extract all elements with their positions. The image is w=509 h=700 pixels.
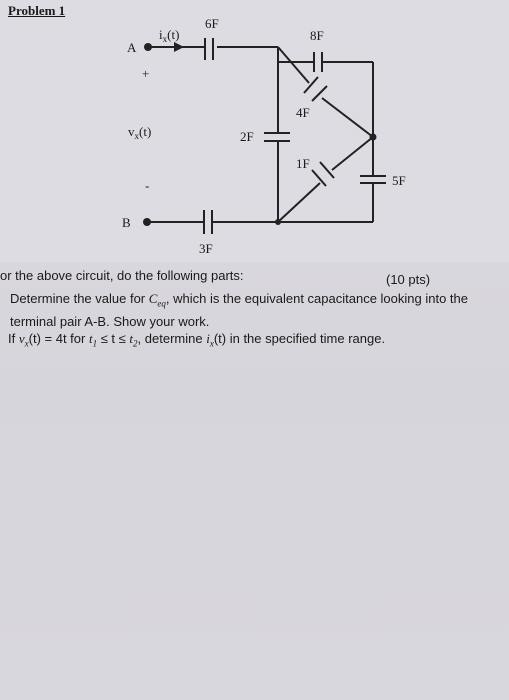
minus-sign: -: [145, 178, 150, 193]
cap-4f-label: 4F: [296, 105, 310, 120]
cap-8f-label: 8F: [310, 28, 324, 43]
points-label: (10 pts): [386, 272, 431, 287]
question-intro: or the above circuit, do the following parts:: [0, 268, 244, 283]
node-right: [370, 134, 377, 141]
cap-1f-label: 1F: [296, 156, 310, 171]
terminal-a-label: A: [127, 40, 137, 55]
cap-4f-plate-b: [312, 86, 327, 101]
wire-1f-lower: [278, 183, 320, 222]
terminal-b-dot: [143, 218, 151, 226]
cap-5f-label: 5F: [392, 173, 406, 188]
circuit-diagram: [0, 0, 509, 262]
wire-1f-upper: [332, 137, 373, 170]
current-label: $i_x(t)$: [159, 27, 180, 44]
problem-title: Problem 1: [8, 3, 66, 18]
voltage-label: $v_x(t)$: [128, 124, 152, 141]
current-arrow-head: [174, 42, 184, 52]
terminal-a-dot: [144, 43, 152, 51]
plus-sign: +: [142, 66, 150, 81]
cap-2f-label: 2F: [240, 129, 254, 144]
wire-4f-lower: [322, 98, 373, 137]
ceq-symbol: $C_{eq}$: [148, 291, 166, 309]
question-part-a: Determine the value for $C_{eq}$, which is the equivalent capacitance looking into the terminal pair A-B. Show your work.: [10, 291, 468, 329]
question-part-b: If $v_x(t) = 4t$ for $t_1 \le t \le t_2$, determine $i_x(t)$ in the specified time range.: [8, 331, 386, 349]
node-bottom: [275, 219, 281, 225]
cap-6f-label: 6F: [205, 16, 219, 31]
cap-3f-label: 3F: [199, 241, 213, 256]
wire-4f-upper: [278, 47, 309, 83]
circuit-figure: [0, 0, 509, 262]
terminal-b-label: B: [122, 215, 131, 230]
cap-1f-plate-b: [320, 162, 334, 178]
